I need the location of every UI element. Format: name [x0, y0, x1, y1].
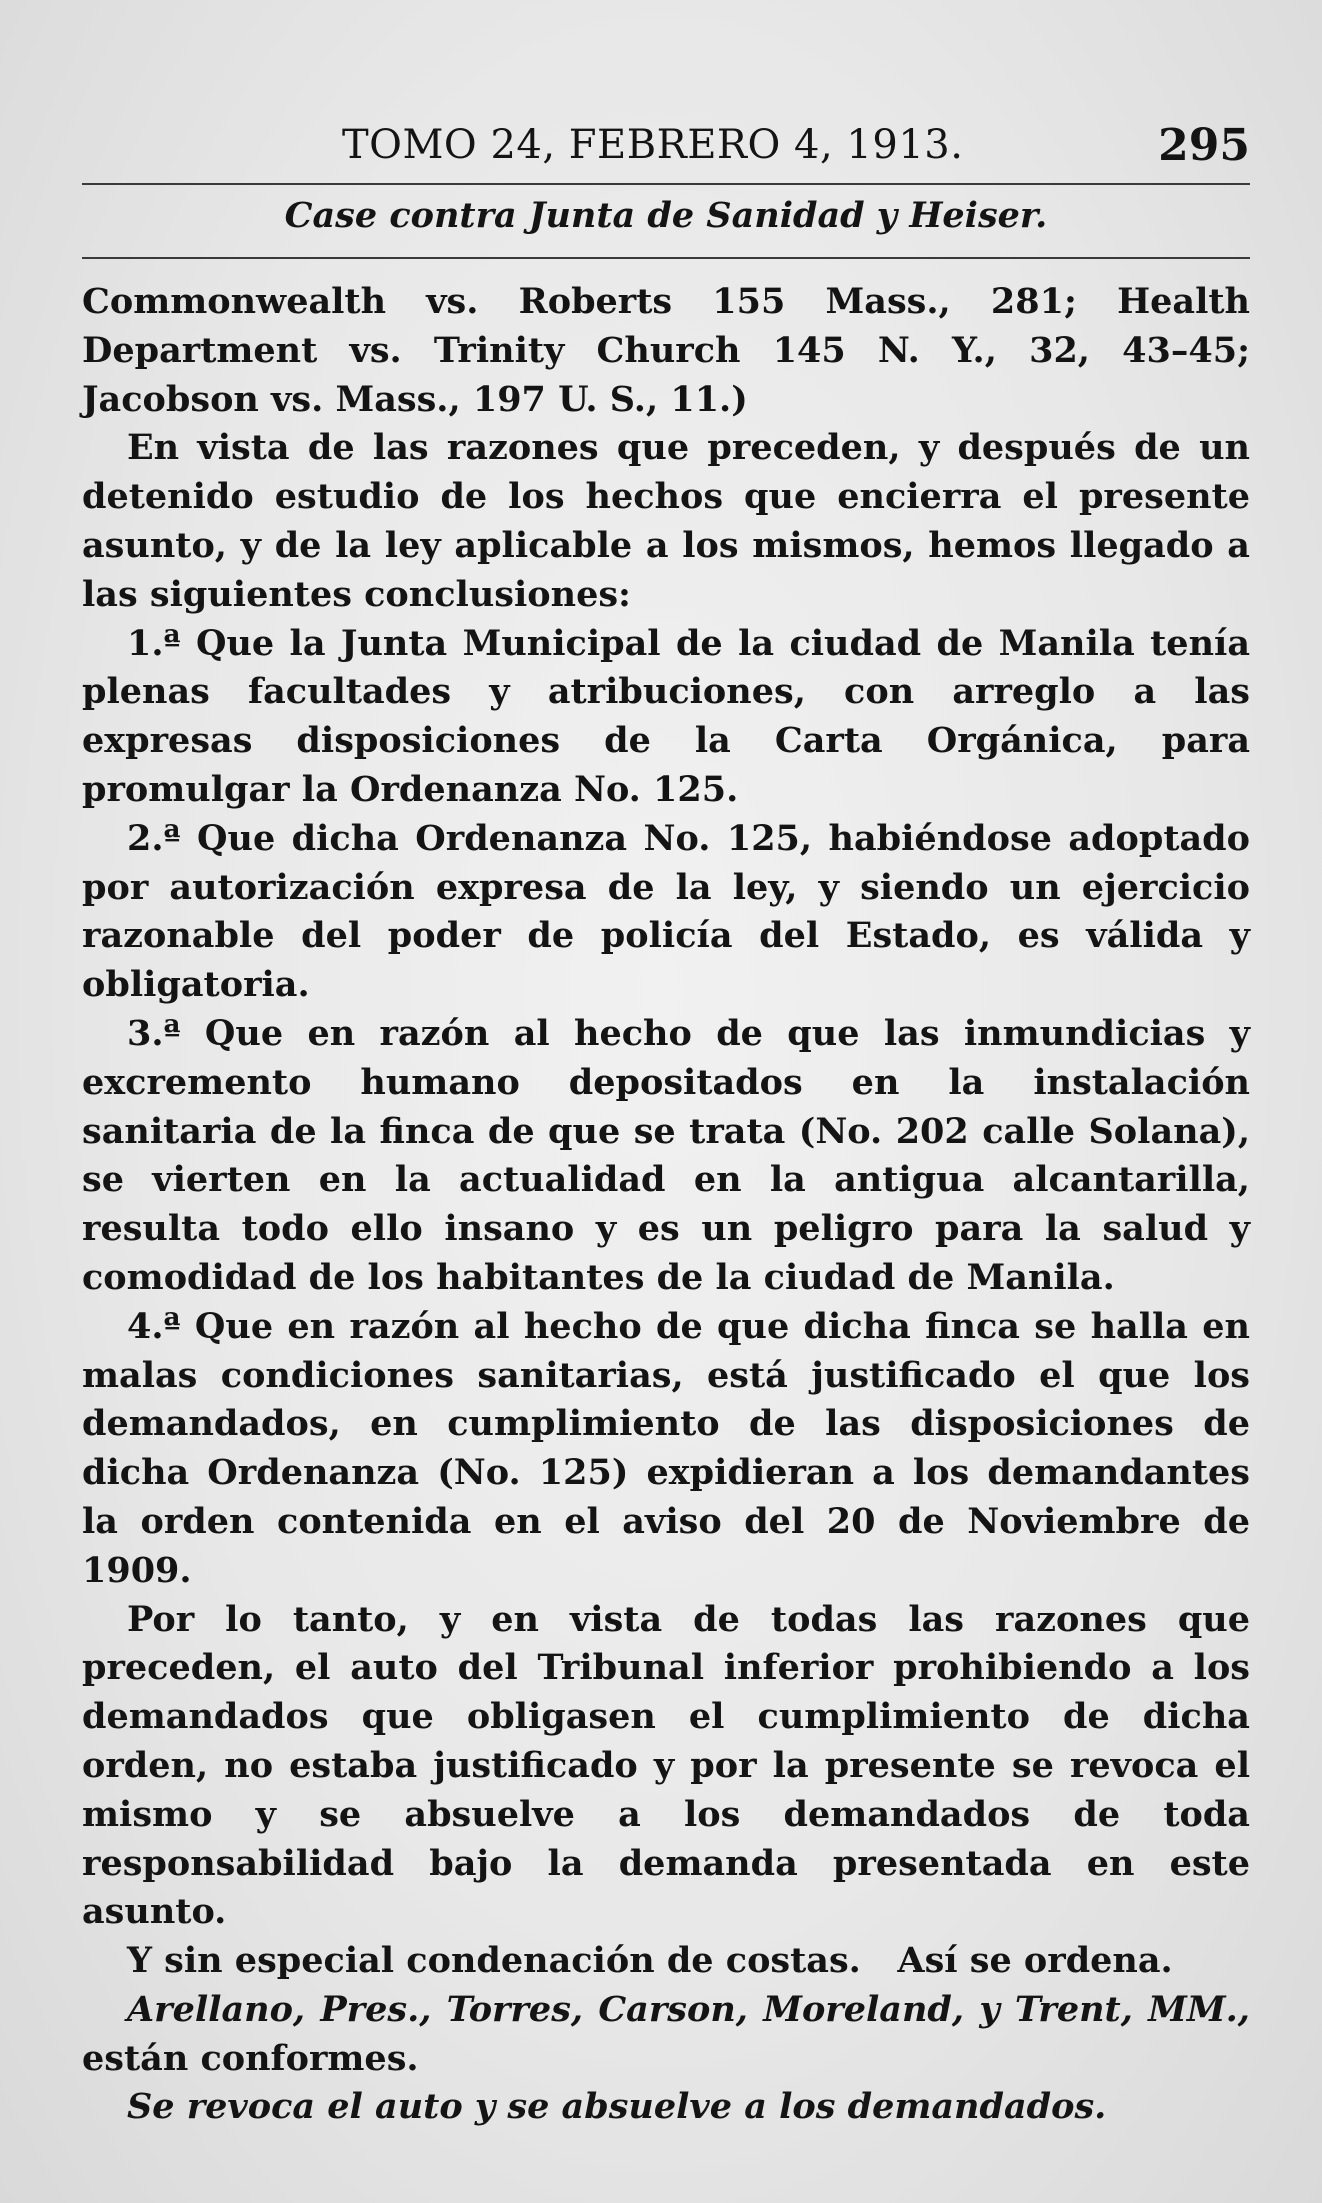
- citation-paragraph: Commonwealth vs. Roberts 155 Mass., 281; Health Department vs. Trinity Church 145 N. Y., 32, 43–45; Jacobson vs. Mass., 197 U. S., 11.): [82, 281, 1250, 420]
- page-body: [82, 278, 1250, 2132]
- disposition-paragraph: Se revoca el auto y se absuelve a los demandados.: [127, 2086, 1107, 2128]
- signers: Arellano, Pres., Torres, Carson, Moreland, y Trent, MM.,: [127, 1988, 1250, 2030]
- concurrence-paragraph: [82, 1986, 1250, 2084]
- costs-paragraph: Y sin especial condenación de costas. Así se ordena.: [127, 1940, 1173, 1982]
- conclusion-2: 2.ª Que dicha Ordenanza No. 125, habiéndose adoptado por autorización expresa de la ley, y siendo un ejercicio razonable del poder de policía del Estado, es válida y obligatoria.: [82, 817, 1250, 1006]
- intro-paragraph: En vista de las razones que preceden, y después de un detenido estudio de los hechos que encierra el presente asunto, y de la ley aplicable a los mismos, hemos llegado a las siguientes conclusiones:: [82, 427, 1250, 615]
- conclusion-3: 3.ª Que en razón al hecho de que las inmundicias y excremento humano depositados en la instalación sanitaria de la finca de que se trata (No. 202 calle Solana), se vierten en la actualidad en la antigua alcantarilla, resulta todo ello insano y es un peligro para la salud y comodidad de los habitantes de la ciudad de Manila.: [82, 1012, 1250, 1298]
- case-title: Case contra Junta de Sanidad y Heiser.: [284, 195, 1048, 236]
- running-head: TOMO 24, FEBRERO 4, 1913.: [342, 122, 964, 168]
- ruling-paragraph: Por lo tanto, y en vista de todas las razones que preceden, el auto del Tribunal inferior prohibiendo a los demandados que obligasen el cumplimiento de dicha orden, no estaba justificado y por la presente se revoca el mismo y se absuelve a los demandados de toda responsabilidad bajo la demanda presentada en este asunto.: [82, 1598, 1250, 1933]
- conclusion-1: 1.ª Que la Junta Municipal de la ciudad de Manila tenía plenas facultades y atribuciones, con arreglo a las expresas disposiciones de la Carta Orgánica, para promulgar la Ordenanza No. 125.: [82, 622, 1250, 810]
- conclusion-4: 4.ª Que en razón al hecho de que dicha finca se halla en malas condiciones sanitarias, está justificado el que los demandados, en cumplimiento de las disposiciones de dicha Ordenanza (No. 125) expidieran a los demandantes la orden contenida en el aviso del 20 de Noviembre de 1909.: [82, 1305, 1250, 1591]
- header-rule-bottom: [82, 257, 1250, 259]
- page-number: 295: [1158, 120, 1250, 171]
- header-rule-top: [82, 183, 1250, 185]
- concurrence-tail: están conformes.: [82, 2037, 419, 2079]
- page-header: [82, 112, 1250, 172]
